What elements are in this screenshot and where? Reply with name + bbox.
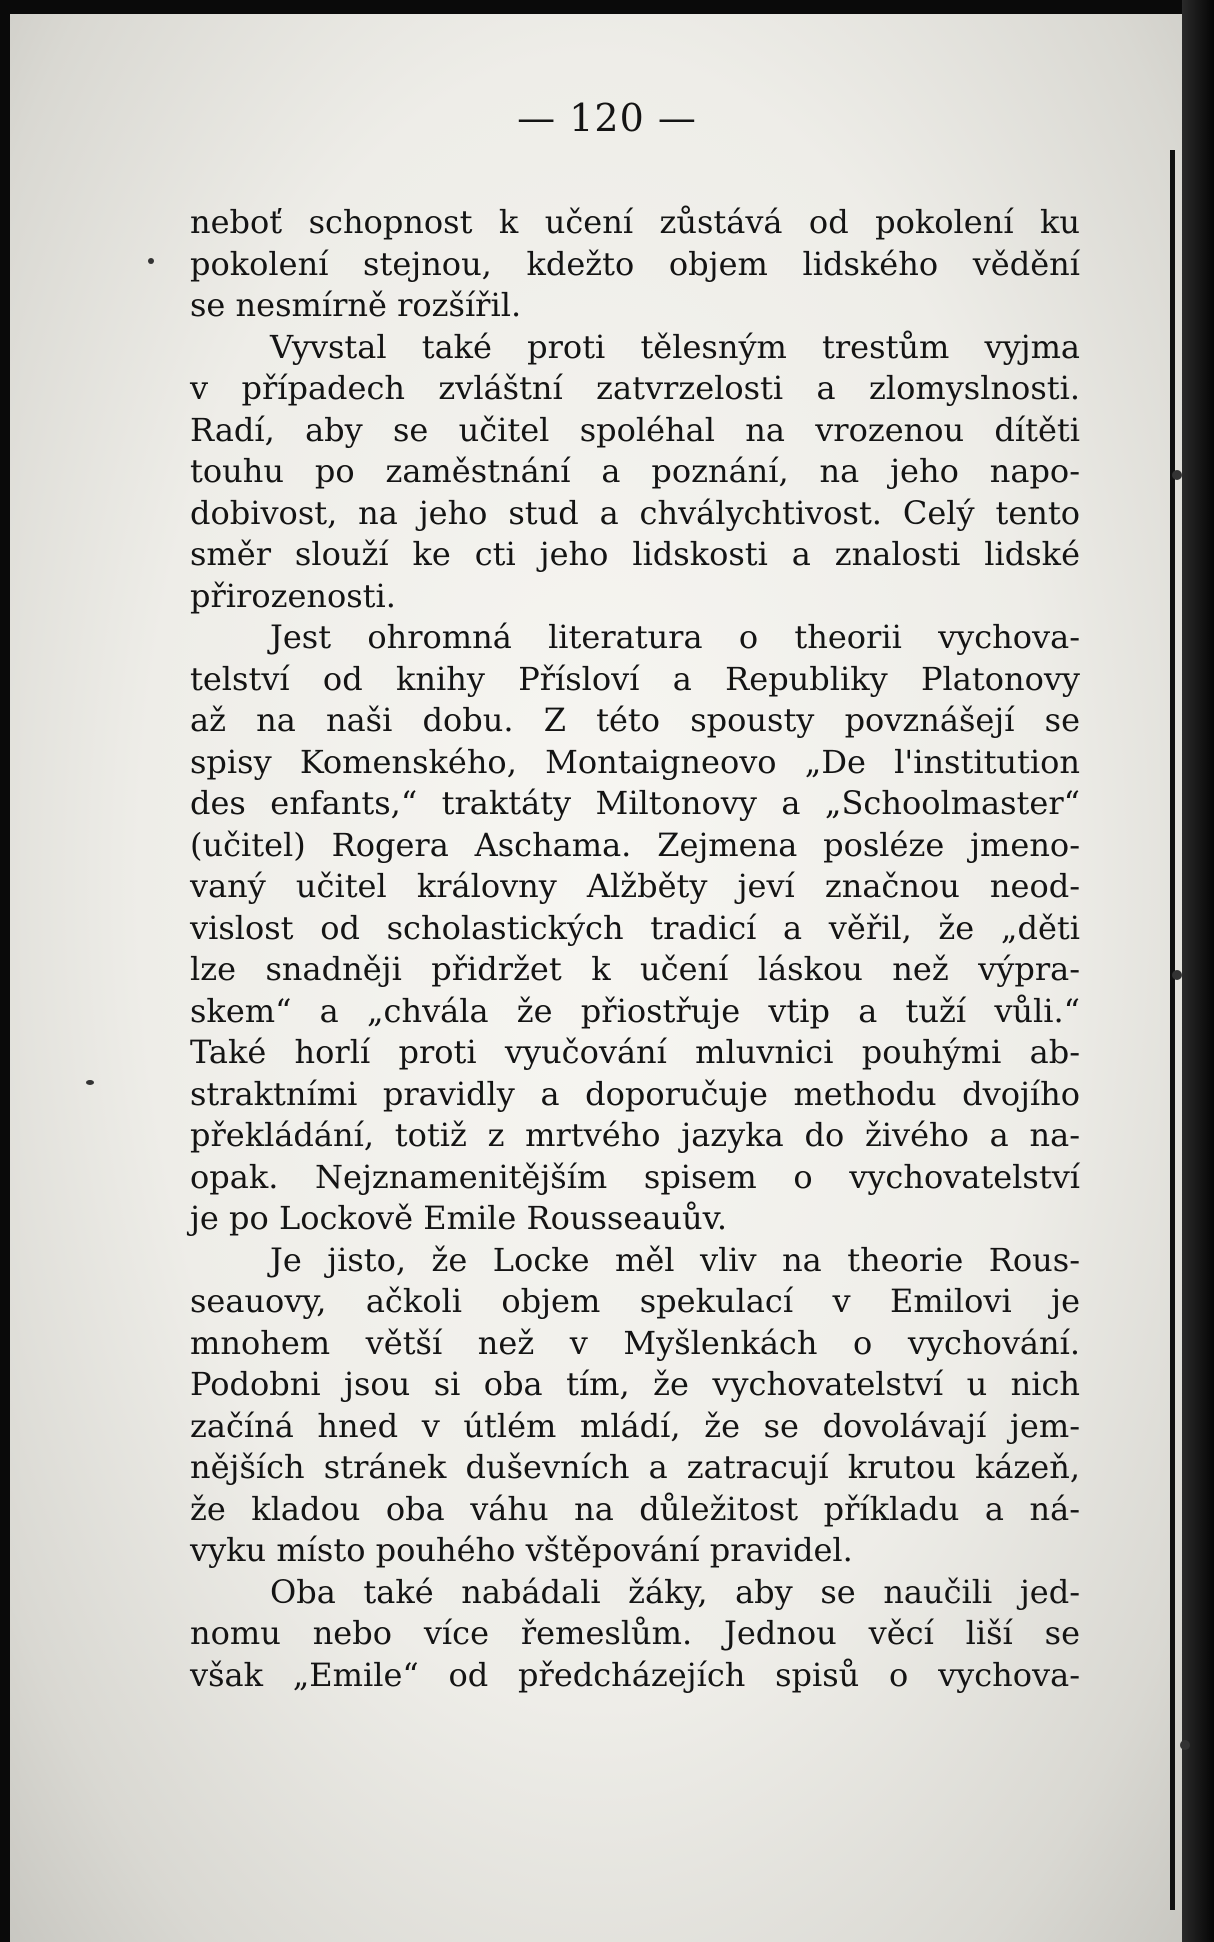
text-line: (učitel) Rogera Aschama. Zejmena posléze jmeno- <box>190 825 1080 864</box>
text-line: vaný učitel královny Alžběty jeví značnou neod- <box>190 867 1080 905</box>
text-line: dobivost, na jeho stud a chválychtivost. Celý tento <box>190 493 1080 532</box>
text-line: však „Emile“ od předcházejích spisů o vychova- <box>190 1655 1080 1694</box>
text-line: spisy Komenského, Montaigneovo „De l'institution <box>190 742 1080 781</box>
page-number: — 120 — <box>517 96 697 140</box>
text-line: seauovy, ačkoli objem spekulací v Emilovi je <box>190 1282 1080 1320</box>
ink-speck <box>148 258 154 264</box>
text-line: až na naši dobu. Z této spousty povznášejí se <box>190 701 1080 739</box>
text-line: touhu po zaměstnání a poznání, na jeho napo- <box>190 452 1080 490</box>
text-line: Také horlí proti vyučování mluvnici pouhými ab- <box>190 1033 1080 1071</box>
text-line: vyku místo pouhého vštěpování pravidel. <box>190 1531 853 1569</box>
text-line: skem“ a „chvála že přiostřuje vtip a tuží vůli.“ <box>190 991 1080 1030</box>
text-line: pokolení stejnou, kdežto objem lidského vědění <box>190 244 1080 283</box>
text-line: přirozenosti. <box>190 576 396 615</box>
body-text <box>190 202 1080 1696</box>
text-line: směr slouží ke cti jeho lidskosti a znalosti lidské <box>190 535 1080 573</box>
ink-speck <box>86 1080 94 1085</box>
text-line: Je jisto, že Locke měl vliv na theorie Rous- <box>270 1240 1080 1279</box>
text-line: Podobni jsou si oba tím, že vychovatelství u nich <box>190 1365 1080 1403</box>
text-line: začíná hned v útlém mládí, že se dovolávají jem- <box>190 1406 1080 1445</box>
text-line: že kladou oba váhu na důležitost příkladu a ná- <box>190 1489 1080 1528</box>
text-line: mnohem větší než v Myšlenkách o vychování. <box>190 1323 1080 1362</box>
binding-edge <box>1170 150 1175 1910</box>
page-edge-shadow <box>1182 0 1214 1942</box>
ink-speck <box>1172 470 1182 480</box>
text-line: opak. Nejznamenitějším spisem o vychovatelství <box>190 1157 1080 1196</box>
ink-speck <box>1180 1740 1190 1750</box>
text-line: je po Lockově Emile Rousseauův. <box>190 1199 728 1237</box>
ink-speck <box>1172 970 1182 980</box>
text-line: Radí, aby se učitel spoléhal na vrozenou dítěti <box>190 410 1080 449</box>
text-line: nomu nebo více řemeslům. Jednou věcí liší se <box>190 1614 1080 1652</box>
text-line: Vyvstal také proti tělesným trestům vyjma <box>270 327 1080 366</box>
text-line: v případech zvláštní zatvrzelosti a zlomyslnosti. <box>190 369 1080 407</box>
text-line: vislost od scholastických tradicí a věřil, že „děti <box>190 908 1080 947</box>
text-line: Oba také nabádali žáky, aby se naučili jed- <box>270 1572 1080 1611</box>
text-line: se nesmírně rozšířil. <box>190 286 522 324</box>
text-line: telství od knihy Přísloví a Republiky Platonovy <box>190 659 1080 698</box>
text-line: překládání, totiž z mrtvého jazyka do živého a na- <box>190 1116 1080 1154</box>
text-line: lze snadněji přidržet k učení láskou než výpra- <box>190 950 1080 988</box>
text-line: Jest ohromná literatura o theorii vychova- <box>270 618 1080 656</box>
text-line: straktními pravidly a doporučuje methodu dvojího <box>190 1074 1080 1113</box>
text-line: nějších stránek duševních a zatracují krutou kázeň, <box>190 1448 1080 1486</box>
text-line: des enfants,“ traktáty Miltonovy a „Schoolmaster“ <box>190 784 1080 822</box>
text-line: neboť schopnost k učení zůstává od pokolení ku <box>190 203 1080 241</box>
